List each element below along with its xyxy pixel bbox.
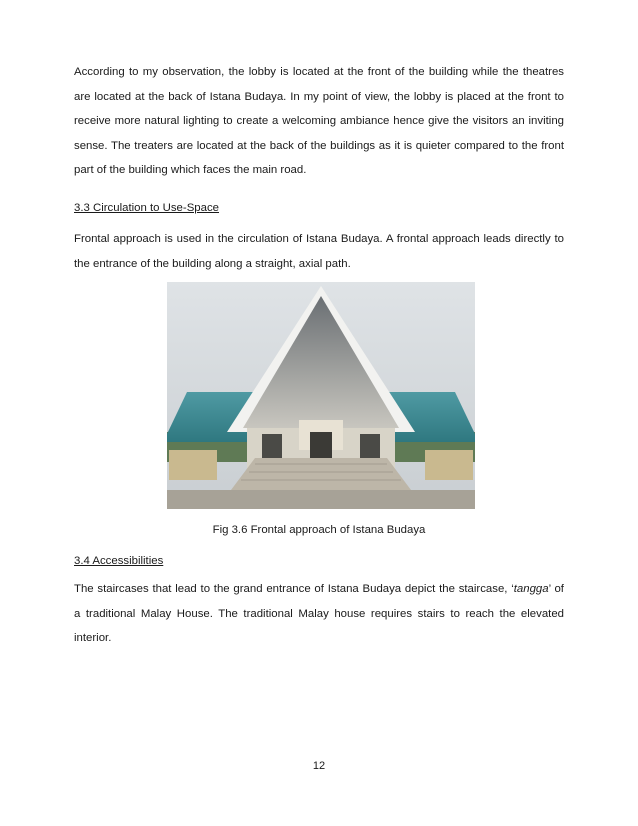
figure-caption: Fig 3.6 Frontal approach of Istana Budaya	[212, 524, 426, 536]
paragraph-frontal-approach: Frontal approach is used in the circulation of Istana Budaya. A frontal approach leads directly to the entrance of the building along a straight, axial path.	[74, 233, 564, 270]
paragraph-observation: According to my observation, the lobby is located at the front of the building while the theatres are located at the back of Istana Budaya. In my point of view, the lobby is placed at the front to receive more natural lighting to create a welcoming ambiance hence give the visitors an inviting sense. The treaters are located at the back of the buildings as it is quieter compared to the front part of the building which faces the main road.	[74, 66, 564, 176]
paragraph-staircases	[74, 577, 564, 651]
page-number: 12	[312, 760, 326, 772]
heading-accessibilities: 3.4 Accessibilities	[74, 555, 164, 567]
paragraph-staircases-text-2: ’ of a traditional Malay House. The traditional Malay house requires stairs to reach the elevated interior.	[74, 583, 564, 644]
tangga-term: tangga	[513, 583, 549, 595]
heading-circulation: 3.3 Circulation to Use-Space	[74, 202, 219, 214]
paragraph-staircases-text-1: The staircases that lead to the grand entrance of Istana Budaya depict the staircase, ‘	[74, 583, 514, 595]
figure-istana-budaya-photo	[167, 282, 475, 509]
